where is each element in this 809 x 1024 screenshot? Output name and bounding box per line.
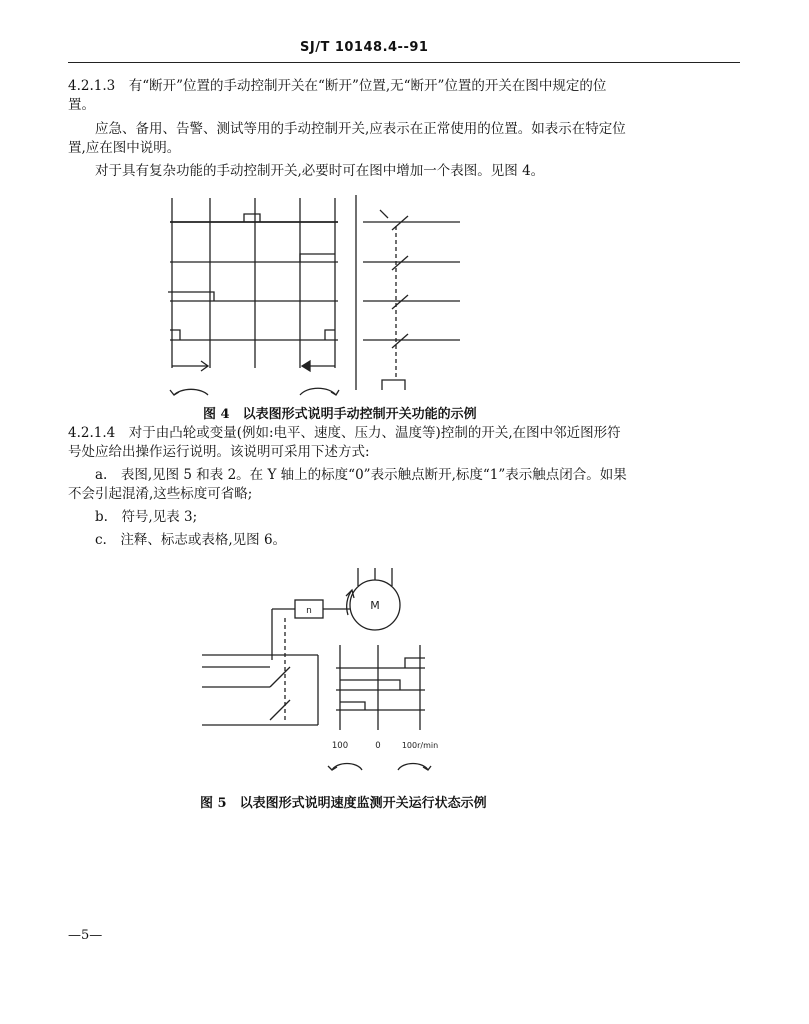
section-text: 有“断开”位置的手动控制开关在“断开”位置,无“断开”位置的开关在图中规定的位 xyxy=(128,78,607,94)
section-4214-line2: 号处应给出操作运行说明。该说明可采用下述方式: xyxy=(68,444,370,460)
motor-label: M xyxy=(370,599,380,612)
section-number: 4.2.1.4 xyxy=(68,425,116,441)
section-number: 4.2.1.3 xyxy=(68,78,116,94)
figure-5-caption: 图 5 以表图形式说明速度监测开关运行状态示例 xyxy=(200,796,487,811)
section-4213-p3: 对于具有复杂功能的手动控制开关,必要时可在图中增加一个表图。见图 4。 xyxy=(95,163,545,179)
section-4213-p2-line2: 置,应在图中说明。 xyxy=(68,140,181,156)
standard-code-header: SJ/T 10148.4--91 xyxy=(300,40,429,55)
item-a-line2: 不会引起混淆,这些标度可省略; xyxy=(68,486,253,502)
item-label: a. xyxy=(95,467,108,483)
item-c xyxy=(95,532,286,549)
section-4213-line1 xyxy=(68,78,606,95)
axis-tick-left: 100 xyxy=(331,741,349,751)
section-4214-line1 xyxy=(68,425,621,442)
item-text: 表图,见图 5 和表 2。在 Y 轴上的标度“0”表示触点断开,标度“1”表示触点闭合。如果 xyxy=(120,467,627,483)
figure-4-caption: 图 4 以表图形式说明手动控制开关功能的示例 xyxy=(203,407,477,422)
item-text: 符号,见表 3; xyxy=(121,509,198,525)
item-label: b. xyxy=(95,509,108,525)
figure-5-diagram xyxy=(200,560,460,785)
figure-4-diagram xyxy=(160,190,470,400)
item-a-line1 xyxy=(95,467,627,484)
section-4213-line2: 置。 xyxy=(68,97,95,113)
section-4213-p2-line1: 应急、备用、告警、测试等用的手动控制开关,应表示在正常使用的位置。如表示在特定位 xyxy=(95,121,626,137)
item-text: 注释、标志或表格,见图 6。 xyxy=(120,532,287,548)
axis-tick-mid: 0 xyxy=(375,741,381,751)
item-label: c. xyxy=(95,532,107,548)
page-number: —5— xyxy=(68,928,103,943)
header-rule xyxy=(68,62,740,63)
section-text: 对于由凸轮或变量(例如:电平、速度、压力、温度等)控制的开关,在图中邻近图形符 xyxy=(128,425,621,441)
item-b xyxy=(95,509,197,526)
sensor-box-label: n xyxy=(306,606,312,616)
axis-tick-right: 100r/min xyxy=(401,741,439,750)
